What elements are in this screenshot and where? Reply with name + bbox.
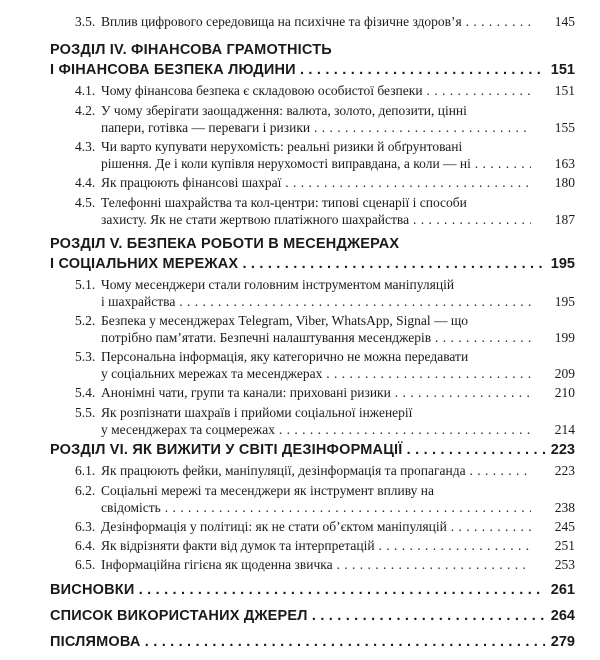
toc-chapter-5[interactable]: [0, 234, 600, 274]
toc-references[interactable]: [0, 606, 600, 626]
entry-number: 4.3.: [75, 139, 96, 154]
entry-number: 3.5.: [75, 14, 96, 29]
entry-number: 5.1.: [75, 277, 96, 292]
chapter-title: РОЗДІЛ IV. ФІНАНСОВА ГРАМОТНІСТЬ І ФІНАНСОВА БЕЗПЕКА ЛЮДИНИ . . .: [50, 40, 545, 80]
entry-page: 253: [551, 556, 575, 573]
toc-entry-3-5[interactable]: [0, 13, 600, 30]
entry-title: Інформаційна гігієна як щоденна звичка . . .: [101, 556, 531, 573]
entry-number: 6.2.: [75, 483, 96, 498]
entry-title: Телефонні шахрайства та кол-центри: типові сценарії і способи захисту. Як не стати жертвою платіжного шахрайства . . .: [101, 194, 531, 228]
entry-title: Чому месенджери стали головним інструментом маніпуляцій і шахрайства . . .: [101, 276, 531, 310]
entry-title: Безпека у месенджерах Telegram, Viber, WhatsApp, Signal — що потрібно пам’ятати. Безпечні налаштування месенджерів . . .: [101, 312, 531, 346]
entry-page: 223: [551, 462, 575, 479]
entry-page: 245: [551, 518, 575, 535]
chapter-page: 279: [547, 632, 575, 652]
entry-page: 238: [551, 499, 575, 516]
entry-title: Чи варто купувати нерухомість: реальні ризики й обґрунтовані рішення. Де і коли купівля нерухомості виправдана, а коли — ні . . .: [101, 138, 531, 172]
entry-title: Вплив цифрового середовища на психічне та фізичне здоров’я . . .: [101, 13, 531, 30]
chapter-page: 151: [547, 60, 575, 80]
entry-title: Як розпізнати шахраїв і прийоми соціальної інженерії у месенджерах та соцмережах . . .: [101, 404, 531, 438]
entry-page: 199: [551, 329, 575, 346]
entry-title: Як відрізняти факти від думок та інтерпретацій . . .: [101, 537, 531, 554]
toc-entry-5-1[interactable]: [0, 276, 600, 310]
toc-entry-6-2[interactable]: [0, 482, 600, 516]
entry-number: 4.5.: [75, 195, 96, 210]
toc-entry-5-4[interactable]: [0, 384, 600, 401]
entry-number: 6.1.: [75, 463, 96, 478]
toc-afterword[interactable]: [0, 632, 600, 652]
toc-entry-4-3[interactable]: [0, 138, 600, 172]
chapter-title: РОЗДІЛ VI. ЯК ВИЖИТИ У СВІТІ ДЕЗІНФОРМАЦІЇ . . .: [50, 440, 545, 460]
chapter-page: 223: [547, 440, 575, 460]
toc-entry-5-2[interactable]: [0, 312, 600, 346]
chapter-title: ВИСНОВКИ . . .: [50, 580, 545, 600]
entry-number: 5.5.: [75, 405, 96, 420]
entry-page: 145: [551, 13, 575, 30]
entry-page: 151: [551, 82, 575, 99]
entry-number: 4.2.: [75, 103, 96, 118]
chapter-page: 261: [547, 580, 575, 600]
toc-entry-6-3[interactable]: [0, 518, 600, 535]
chapter-title: РОЗДІЛ V. БЕЗПЕКА РОБОТИ В МЕСЕНДЖЕРАХ І СОЦІАЛЬНИХ МЕРЕЖАХ . . .: [50, 234, 545, 274]
entry-page: 180: [551, 174, 575, 191]
entry-title: У чому зберігати заощадження: валюта, золото, депозити, цінні папери, готівка — переваги і ризики . . .: [101, 102, 531, 136]
entry-page: 214: [551, 421, 575, 438]
entry-page: 187: [551, 211, 575, 228]
toc-entry-4-2[interactable]: [0, 102, 600, 136]
entry-number: 5.4.: [75, 385, 96, 400]
toc-entry-5-3[interactable]: [0, 348, 600, 382]
toc-entry-4-1[interactable]: [0, 82, 600, 99]
toc-conclusions[interactable]: [0, 580, 600, 600]
toc-entry-6-4[interactable]: [0, 537, 600, 554]
entry-number: 6.3.: [75, 519, 96, 534]
entry-page: 155: [551, 119, 575, 136]
entry-title: Чому фінансова безпека є складовою особистої безпеки . . .: [101, 82, 531, 99]
entry-page: 195: [551, 293, 575, 310]
entry-page: 163: [551, 155, 575, 172]
entry-title: Дезінформація у політиці: як не стати об’єктом маніпуляцій . . .: [101, 518, 531, 535]
toc-chapter-6[interactable]: [0, 440, 600, 460]
entry-page: 251: [551, 537, 575, 554]
toc-chapter-4[interactable]: [0, 40, 600, 80]
entry-title: Персональна інформація, яку категорично не можна передавати у соціальних мережах та месенджерах . . .: [101, 348, 531, 382]
chapter-title: СПИСОК ВИКОРИСТАНИХ ДЖЕРЕЛ . . .: [50, 606, 545, 626]
entry-title: Як працюють фейки, маніпуляції, дезінформація та пропаганда . . .: [101, 462, 531, 479]
chapter-page: 195: [547, 254, 575, 274]
entry-number: 5.2.: [75, 313, 96, 328]
entry-title: Анонімні чати, групи та канали: приховані ризики . . .: [101, 384, 531, 401]
toc-entry-6-5[interactable]: [0, 556, 600, 573]
entry-number: 6.5.: [75, 557, 96, 572]
chapter-page: 264: [547, 606, 575, 626]
entry-number: 6.4.: [75, 538, 96, 553]
toc-entry-6-1[interactable]: [0, 462, 600, 479]
entry-title: Як працюють фінансові шахраї . . .: [101, 174, 531, 191]
entry-title: Соціальні мережі та месенджери як інструмент впливу на свідомість . . .: [101, 482, 531, 516]
toc-entry-4-5[interactable]: [0, 194, 600, 228]
entry-number: 5.3.: [75, 349, 96, 364]
entry-number: 4.1.: [75, 83, 96, 98]
toc-entry-4-4[interactable]: [0, 174, 600, 191]
entry-page: 210: [551, 384, 575, 401]
entry-number: 4.4.: [75, 175, 96, 190]
chapter-title: ПІСЛЯМОВА . . .: [50, 632, 545, 652]
entry-page: 209: [551, 365, 575, 382]
toc-entry-5-5[interactable]: [0, 404, 600, 438]
